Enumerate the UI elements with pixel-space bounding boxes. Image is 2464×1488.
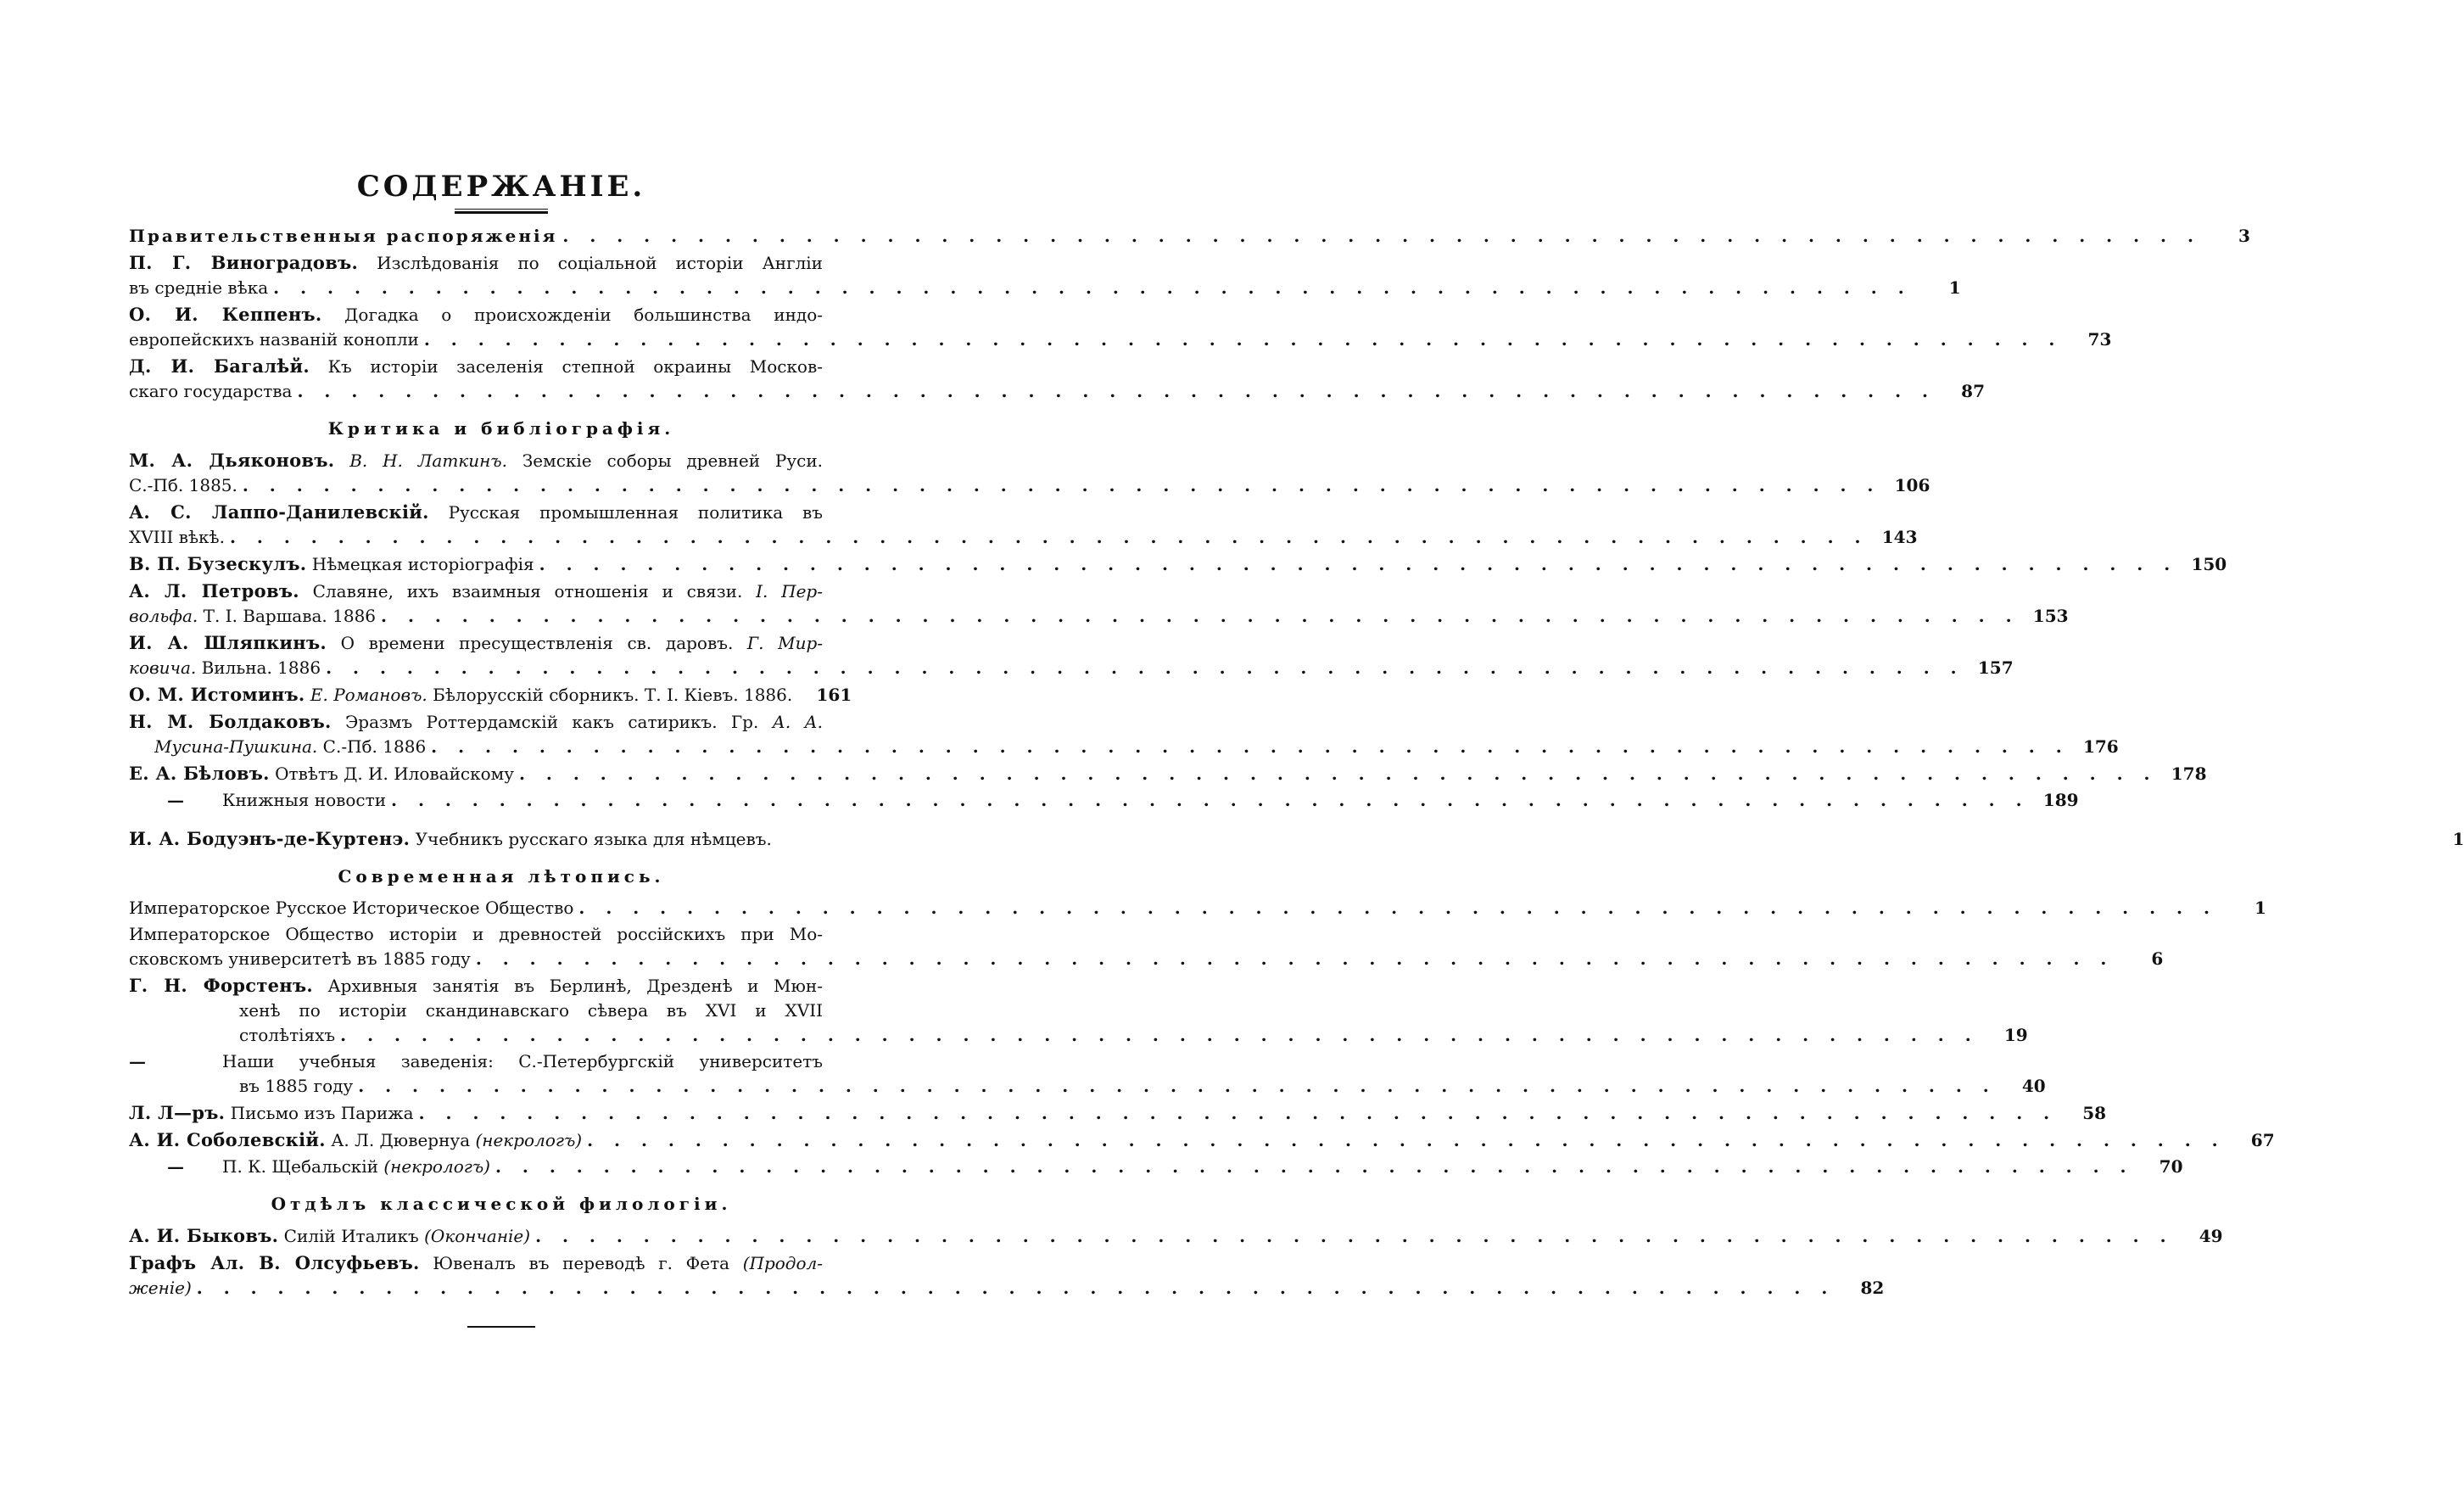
entry-text-cont: столѣтіяхъ: [239, 1025, 336, 1045]
dash-mark: —: [167, 790, 184, 810]
entry-text: Эразмъ Роттердамскій какъ сатирикъ. Гр.: [344, 712, 759, 732]
leader-dots: [476, 947, 2115, 971]
entry-text-cont: европейскихъ названій конопли: [129, 329, 419, 350]
page-number: 40: [2021, 1076, 2046, 1096]
entry-italic: (некрологъ): [475, 1130, 583, 1150]
entry-author: А. Л. Петровъ.: [129, 580, 299, 601]
entry-author: Н. М. Болдаковъ.: [129, 711, 332, 732]
entry-text: Наши учебныя заведенія: С.-Петербургскій университетъ: [222, 1051, 823, 1071]
entry-author: О. М. Истоминъ.: [129, 684, 305, 705]
entry-text-cont: сковскомъ университетѣ въ 1885 году: [129, 948, 471, 969]
toc-entry: [129, 500, 1918, 550]
leader-dots: [381, 604, 2020, 629]
toc-entry: [129, 1049, 2046, 1099]
leader-dots: [243, 473, 1881, 498]
title-rule: [455, 209, 548, 214]
entry-text: А. Л. Дювернуа: [331, 1130, 471, 1150]
toc-entry: [129, 788, 2079, 813]
leader-dots: [535, 1224, 2174, 1249]
toc-entry: [129, 250, 1961, 300]
toc-entry: [129, 973, 2028, 1048]
entry-text: Учебникъ русскаго языка для нѣмцевъ.: [415, 829, 772, 849]
leader-dots: [587, 1128, 2226, 1153]
leader-dots: [340, 1023, 1979, 1048]
entry-author: В. П. Бузескулъ.: [129, 553, 307, 574]
page-number: 176: [2082, 736, 2119, 757]
leader-dots: [230, 525, 1869, 550]
page-number: 58: [2082, 1103, 2107, 1123]
end-rule: [467, 1326, 535, 1328]
entry-italic: (Продол-: [742, 1253, 824, 1273]
entry-author: А. И. Быковъ.: [129, 1225, 279, 1246]
entry-italic: А. А.: [772, 712, 824, 732]
entry-text-cont: С.-Пб. 1886: [322, 736, 427, 757]
entry-author: М. А. Дьяконовъ.: [129, 450, 335, 471]
entry-text-cont: хенѣ по исторіи скандинавскаго сѣвера въ XVI и XVII: [239, 1000, 823, 1021]
entry-text: Нѣмецкая исторіографія: [311, 554, 534, 574]
entry-text: Силій Италикъ: [283, 1226, 419, 1246]
page-number: 157: [1977, 657, 2014, 678]
entry-text: П. К. Щебальскій: [222, 1156, 378, 1177]
entry-text: Архивныя занятія въ Берлинѣ, Дрезденѣ и Мюн-: [327, 976, 823, 996]
toc-entry: [129, 630, 2014, 680]
entry-italic: Е. Романовъ.: [310, 685, 427, 705]
leader-dots: [197, 1276, 1835, 1301]
section-heading-critique: Критика и библіографія.: [327, 418, 675, 439]
entry-text: Бѣлорусскій сборникъ. Т. I. Кіевъ. 1886.: [433, 685, 793, 705]
entry-italic: (Окончаніе): [424, 1226, 531, 1246]
entry-text: Правительственныя распоряженія: [129, 226, 558, 246]
entry-italic: Мусина-Пушкина.: [154, 736, 318, 757]
leader-dots: [358, 1074, 1997, 1099]
toc-entry: [129, 826, 2464, 852]
toc-entry: [129, 551, 2227, 577]
page-number: 73: [2087, 329, 2112, 350]
entry-italic: (некрологъ): [383, 1156, 490, 1177]
dash-mark: —: [167, 1156, 184, 1177]
toc-entry: [129, 1155, 2183, 1179]
entry-italic: Г. Мир-: [746, 633, 824, 653]
page-number: 161: [816, 685, 852, 705]
toc-entry: [129, 896, 2266, 920]
toc-entry: [129, 448, 1930, 498]
entry-text: Императорское Русское Историческое Общество: [129, 898, 574, 918]
toc-entry: [129, 922, 2164, 971]
entry-italic: ковича.: [129, 657, 197, 678]
entry-text-cont: въ средніе вѣка: [129, 277, 269, 298]
page-number: 70: [2159, 1156, 2183, 1177]
page-number: 49: [2199, 1226, 2223, 1246]
entry-author: И. А. Бодуэнъ-де-Куртенэ.: [129, 828, 411, 849]
page-number: 3: [2238, 226, 2250, 246]
entry-author: А. С. Лаппо-Данилевскій.: [129, 501, 429, 523]
section-heading-chronicle: Современная лѣтопись.: [338, 866, 665, 887]
entry-text-cont: XVIII вѣкѣ.: [129, 527, 225, 547]
page-number: 67: [2250, 1130, 2275, 1150]
page-number: 82: [1860, 1278, 1885, 1298]
page-number: 153: [2032, 606, 2069, 626]
page-number: 1: [1948, 277, 1961, 298]
entry-author: Л. Л—ръ.: [129, 1102, 226, 1123]
leader-dots: [391, 788, 2030, 813]
entry-text: О времени пресуществленія св. даровъ.: [340, 633, 734, 653]
entry-italic: I. Пер-: [756, 581, 823, 601]
leader-dots: [297, 379, 1936, 404]
toc-entry: [129, 1127, 2275, 1153]
entry-author: Г. Н. Форстенъ.: [129, 975, 313, 996]
page-number: 87: [1961, 381, 1985, 401]
entry-italic: женіе): [129, 1278, 192, 1298]
dash-mark: —: [129, 1051, 146, 1071]
toc-entry: [129, 682, 874, 708]
entry-text-cont: Т. I. Варшава. 1886: [203, 606, 377, 626]
entry-text: Письмо изъ Парижа: [230, 1103, 414, 1123]
entry-text-cont: С.-Пб. 1885.: [129, 475, 237, 495]
leader-dots: [495, 1155, 2134, 1179]
page-number: 143: [1881, 527, 1918, 547]
table-of-contents: [129, 168, 2464, 1328]
entry-text-cont: въ 1885 году: [239, 1076, 354, 1096]
page-number: 106: [1894, 475, 1930, 495]
entry-author: Е. А. Бѣловъ.: [129, 763, 270, 784]
entry-text-cont: Вильна. 1886: [201, 657, 321, 678]
page-number: 150: [2191, 554, 2227, 574]
entry-text: Къ исторіи заселенія степной окраины Москов-: [327, 356, 823, 377]
leader-dots: [539, 552, 2178, 577]
leader-dots: [424, 327, 2063, 352]
toc-entry: [129, 1223, 2223, 1249]
page-number: 189: [2042, 790, 2079, 810]
section-heading-classical: Отдѣлъ классической филологіи.: [271, 1194, 732, 1214]
entry-author: И. А. Шляпкинъ.: [129, 632, 327, 653]
page-title: СОДЕРЖАНІЕ.: [356, 170, 646, 204]
entry-author: Графъ Ал. В. Олсуфьевъ.: [129, 1252, 420, 1273]
leader-dots: [326, 656, 1964, 680]
entry-author: А. И. Соболевскій.: [129, 1129, 326, 1150]
entry-text: Русская промышленная политика въ: [448, 502, 823, 523]
entry-text: Книжныя новости: [222, 790, 387, 810]
spacer: [129, 814, 874, 826]
toc-entry: [129, 761, 2207, 786]
toc-entry: [129, 1100, 2107, 1126]
entry-text-cont: скаго государства: [129, 381, 293, 401]
page-number: 1: [2254, 898, 2266, 918]
entry-text: Императорское Общество исторіи и древностей россійскихъ при Мо-: [129, 924, 823, 944]
leader-dots: [578, 896, 2217, 920]
toc-entry: [129, 354, 1985, 404]
toc-entry: [129, 579, 2069, 629]
entry-text: Славяне, ихъ взаимныя отношенія и связи.: [312, 581, 743, 601]
leader-dots: [562, 224, 2201, 249]
leader-dots: [519, 762, 2158, 786]
entry-author: О. И. Кеппенъ.: [129, 304, 322, 325]
page-number: 178: [2171, 764, 2207, 784]
entry-text: Изслѣдованія по соціальной исторіи Англіи: [377, 253, 823, 273]
leader-dots: [273, 276, 1912, 300]
leader-dots: [419, 1101, 2058, 1126]
entry-text: Ювеналъ въ переводѣ г. Фета: [433, 1253, 730, 1273]
toc-entry-government: [129, 224, 2250, 249]
entry-italic: В. Н. Латкинъ.: [349, 450, 507, 471]
entry-author: П. Г. Виноградовъ.: [129, 252, 359, 273]
page-number: 1: [2452, 829, 2464, 849]
entry-text: Догадка о происхожденіи большинства индо-: [344, 305, 824, 325]
toc-entry: [129, 709, 2119, 759]
entry-text: Земскіе соборы древней Руси.: [522, 450, 824, 471]
leader-dots: [431, 735, 2070, 759]
page-number: 6: [2151, 948, 2164, 969]
entry-italic: вольфа.: [129, 606, 198, 626]
entry-text: Отвѣтъ Д. И. Иловайскому: [275, 764, 514, 784]
toc-entry: [129, 302, 2112, 352]
page-number: 19: [2003, 1025, 2028, 1045]
entry-author: Д. И. Багалѣй.: [129, 355, 310, 377]
toc-entry: [129, 1250, 1885, 1301]
